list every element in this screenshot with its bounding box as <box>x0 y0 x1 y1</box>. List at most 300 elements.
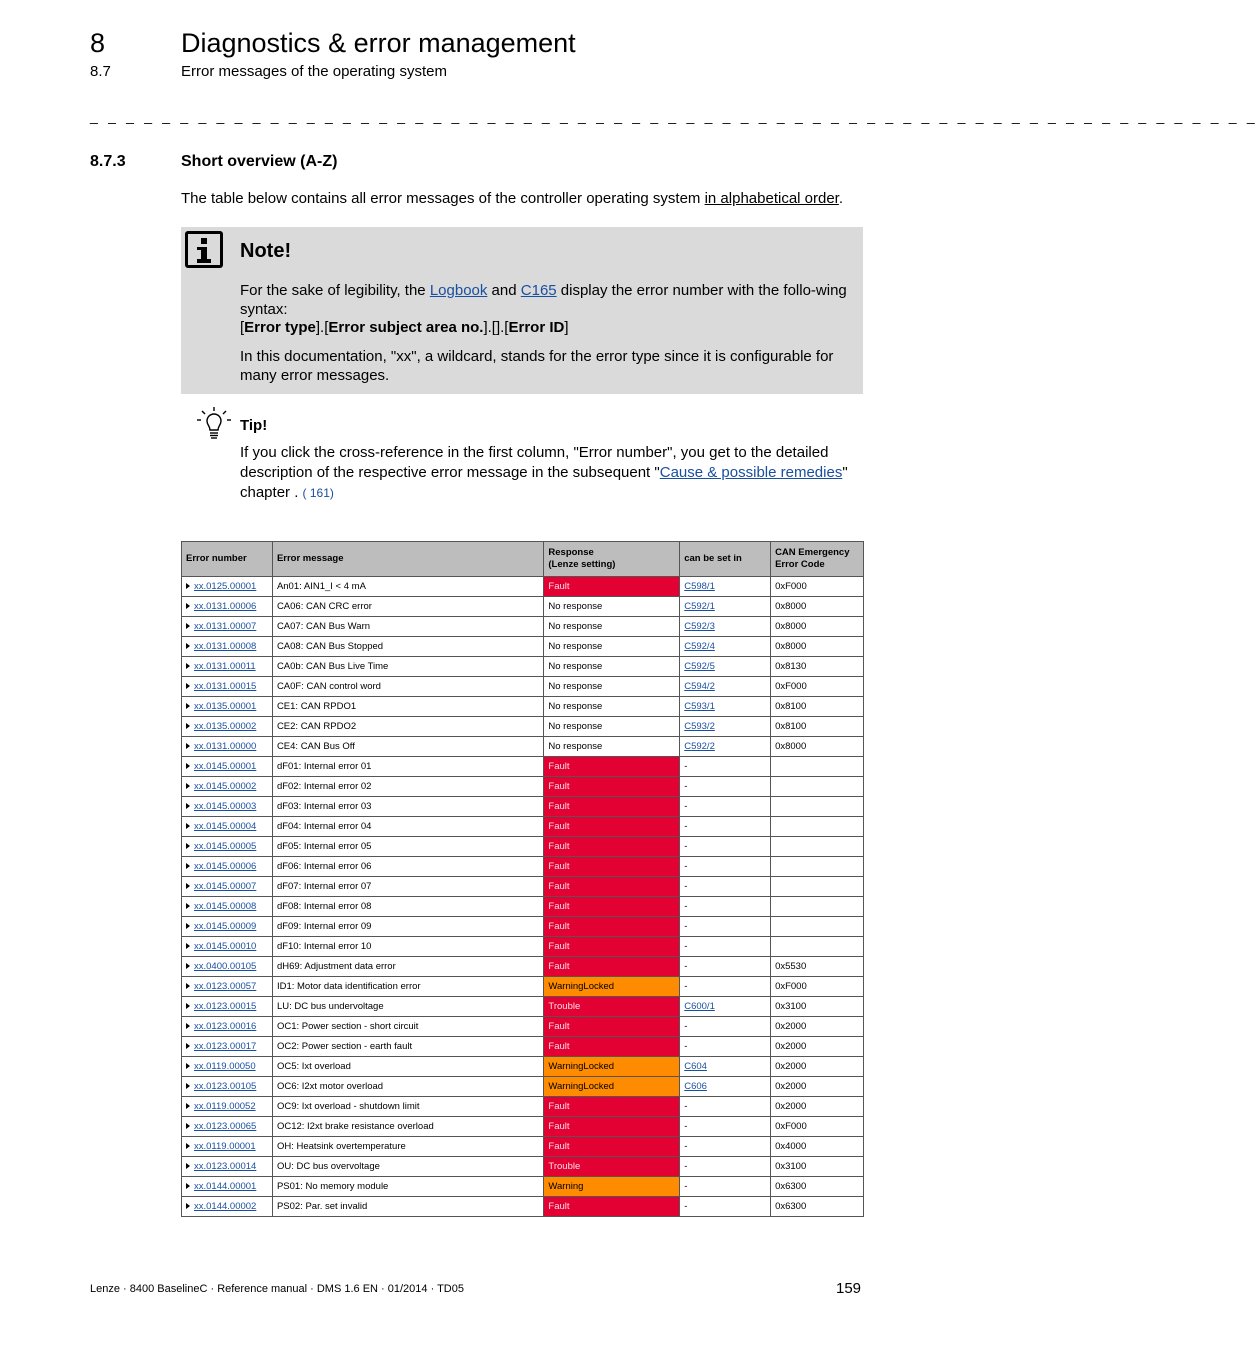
can-emergency-code-cell <box>771 837 864 857</box>
can-emergency-code-cell: 0x8130 <box>771 657 864 677</box>
table-row <box>182 757 864 777</box>
arrow-right-icon <box>186 1023 190 1029</box>
response-cell: Fault <box>544 1097 680 1117</box>
error-number-cell <box>182 737 273 757</box>
can-be-set-in-cell <box>680 717 771 737</box>
can-emergency-code-cell: 0x2000 <box>771 1037 864 1057</box>
table-row <box>182 617 864 637</box>
code-link[interactable]: C592/2 <box>684 741 715 752</box>
error-number-link[interactable]: xx.0131.00007 <box>194 621 257 632</box>
table-row <box>182 777 864 797</box>
arrow-right-icon <box>186 703 190 709</box>
can-be-set-in-cell: - <box>680 917 771 937</box>
response-cell: Fault <box>544 897 680 917</box>
can-emergency-code-cell <box>771 857 864 877</box>
can-emergency-code-cell: 0xF000 <box>771 677 864 697</box>
error-message-cell: dF07: Internal error 07 <box>272 877 543 897</box>
c165-link[interactable]: C165 <box>520 282 557 299</box>
can-be-set-in-cell: - <box>680 1017 771 1037</box>
note-heading: Note! <box>240 240 292 262</box>
header-error-number: Error number <box>182 542 273 577</box>
error-message-cell: OC6: I2xt motor overload <box>272 1077 543 1097</box>
table-row <box>182 877 864 897</box>
table-row <box>182 637 864 657</box>
can-be-set-in-cell: - <box>680 1177 771 1197</box>
error-message-cell: CA07: CAN Bus Warn <box>272 617 543 637</box>
error-number-link[interactable]: xx.0144.00002 <box>194 1201 257 1212</box>
response-cell: Fault <box>544 877 680 897</box>
response-cell: Fault <box>544 1137 680 1157</box>
response-cell: Fault <box>544 797 680 817</box>
response-cell: WarningLocked <box>544 1057 680 1077</box>
table-header-row <box>182 542 864 577</box>
can-emergency-code-cell: 0x8000 <box>771 737 864 757</box>
error-number-cell <box>182 677 273 697</box>
can-be-set-in-cell <box>680 1057 771 1077</box>
tip-heading: Tip! <box>240 417 268 434</box>
error-number-cell <box>182 957 273 977</box>
can-emergency-code-cell: 0x8100 <box>771 697 864 717</box>
error-number-cell <box>182 1157 273 1177</box>
logbook-link[interactable]: Logbook <box>429 282 488 299</box>
arrow-right-icon <box>186 603 190 609</box>
error-number-cell <box>182 657 273 677</box>
header-can-be-set-in: can be set in <box>680 542 771 577</box>
table-row <box>182 717 864 737</box>
info-icon <box>185 231 223 268</box>
response-cell: Trouble <box>544 1157 680 1177</box>
can-emergency-code-cell: 0x8000 <box>771 617 864 637</box>
can-emergency-code-cell <box>771 797 864 817</box>
code-link[interactable]: C593/2 <box>684 721 715 732</box>
error-number-link[interactable]: xx.0135.00001 <box>194 701 257 712</box>
table-row <box>182 1017 864 1037</box>
subsection-title: Short overview (A-Z) <box>181 153 338 170</box>
error-number-link[interactable]: xx.0119.00001 <box>194 1141 256 1152</box>
response-cell: No response <box>544 617 680 637</box>
table-row <box>182 1197 864 1217</box>
table-row <box>182 1177 864 1197</box>
response-cell: Fault <box>544 957 680 977</box>
response-cell: Fault <box>544 1117 680 1137</box>
error-message-cell: PS01: No memory module <box>272 1177 543 1197</box>
can-be-set-in-cell: - <box>680 797 771 817</box>
chapter-number: 8 <box>90 28 106 58</box>
response-cell: Fault <box>544 857 680 877</box>
can-be-set-in-cell <box>680 997 771 1017</box>
can-be-set-in-cell <box>680 697 771 717</box>
page-number: 159 <box>836 1280 862 1297</box>
error-number-cell <box>182 577 273 597</box>
intro-underlined: in alphabetical order <box>704 190 839 207</box>
error-number-link[interactable]: xx.0135.00002 <box>194 721 257 732</box>
table-row <box>182 1057 864 1077</box>
code-link[interactable]: C606 <box>684 1081 707 1092</box>
error-number-cell <box>182 1077 273 1097</box>
table-row <box>182 957 864 977</box>
response-cell: Fault <box>544 1197 680 1217</box>
can-be-set-in-cell <box>680 657 771 677</box>
can-emergency-code-cell <box>771 937 864 957</box>
error-message-cell: dF10: Internal error 10 <box>272 937 543 957</box>
error-number-cell <box>182 937 273 957</box>
error-number-link[interactable]: xx.0119.00050 <box>194 1061 256 1072</box>
error-number-link[interactable]: xx.0123.00105 <box>194 1081 257 1092</box>
table-row <box>182 737 864 757</box>
error-number-cell <box>182 1177 273 1197</box>
arrow-right-icon <box>186 843 190 849</box>
table-row <box>182 697 864 717</box>
arrow-right-icon <box>186 863 190 869</box>
can-emergency-code-cell: 0x6300 <box>771 1197 864 1217</box>
header-error-message: Error message <box>272 542 543 577</box>
error-number-link[interactable]: xx.0145.00007 <box>194 881 257 892</box>
response-cell: Fault <box>544 937 680 957</box>
header-rule: _ _ _ _ _ _ _ _ _ _ _ _ _ _ _ _ _ _ _ _ _ _ _ _ _ _ _ _ _ _ _ _ _ _ _ _ _ _ _ _ _ _ _ _ _ _ _ _ _ _ _ _ _ _ _ _ _ _ _ _ _ _ _ _ _ <box>90 108 1258 124</box>
error-message-cell: OC12: I2xt brake resistance overload <box>272 1117 543 1137</box>
section-title: Error messages of the operating system <box>181 63 447 80</box>
arrow-right-icon <box>186 643 190 649</box>
can-be-set-in-cell <box>680 577 771 597</box>
error-number-link[interactable]: xx.0123.00016 <box>194 1021 257 1032</box>
arrow-right-icon <box>186 763 190 769</box>
error-message-cell: dF04: Internal error 04 <box>272 817 543 837</box>
error-message-cell: dF01: Internal error 01 <box>272 757 543 777</box>
can-emergency-code-cell <box>771 917 864 937</box>
table-row <box>182 897 864 917</box>
arrow-right-icon <box>186 1183 190 1189</box>
page-ref-link[interactable]: ( 161) <box>302 486 334 500</box>
can-emergency-code-cell <box>771 777 864 797</box>
arrow-right-icon <box>186 1203 190 1209</box>
can-be-set-in-cell: - <box>680 1037 771 1057</box>
table-row <box>182 817 864 837</box>
table-row <box>182 1037 864 1057</box>
error-number-cell <box>182 1117 273 1137</box>
intro-paragraph <box>181 190 843 207</box>
arrow-right-icon <box>186 803 190 809</box>
table-row <box>182 917 864 937</box>
can-be-set-in-cell: - <box>680 817 771 837</box>
response-cell: No response <box>544 737 680 757</box>
lightbulb-icon <box>196 406 232 440</box>
can-emergency-code-cell: 0x8100 <box>771 717 864 737</box>
can-emergency-code-cell: 0x3100 <box>771 997 864 1017</box>
arrow-right-icon <box>186 943 190 949</box>
arrow-right-icon <box>186 923 190 929</box>
error-message-cell: dF09: Internal error 09 <box>272 917 543 937</box>
error-message-cell: PS02: Par. set invalid <box>272 1197 543 1217</box>
error-number-cell <box>182 637 273 657</box>
footer-text: Lenze · 8400 BaselineC · Reference manual · DMS 1.6 EN · 01/2014 · TD05 <box>90 1283 464 1295</box>
response-cell: WarningLocked <box>544 977 680 997</box>
table-row <box>182 797 864 817</box>
code-link[interactable]: C592/1 <box>684 601 715 612</box>
can-emergency-code-cell <box>771 757 864 777</box>
arrow-right-icon <box>186 1083 190 1089</box>
code-link[interactable]: C594/2 <box>684 681 715 692</box>
error-number-cell <box>182 837 273 857</box>
table-row <box>182 937 864 957</box>
error-number-cell <box>182 877 273 897</box>
error-message-cell: CE2: CAN RPDO2 <box>272 717 543 737</box>
can-emergency-code-cell: 0x5530 <box>771 957 864 977</box>
error-message-cell: dF03: Internal error 03 <box>272 797 543 817</box>
response-cell: No response <box>544 657 680 677</box>
response-cell: No response <box>544 597 680 617</box>
header-can-emergency: CAN Emergency Error Code <box>771 542 864 577</box>
intro-text-before: The table below contains all error messages of the controller operating system <box>181 190 705 207</box>
error-message-cell: dH69: Adjustment data error <box>272 957 543 977</box>
code-link[interactable]: C604 <box>684 1061 707 1072</box>
can-emergency-code-cell: 0xF000 <box>771 1117 864 1137</box>
response-cell: No response <box>544 637 680 657</box>
can-be-set-in-cell: - <box>680 777 771 797</box>
arrow-right-icon <box>186 583 190 589</box>
arrow-right-icon <box>186 783 190 789</box>
table-row <box>182 997 864 1017</box>
can-emergency-code-cell: 0xF000 <box>771 577 864 597</box>
error-number-link[interactable]: xx.0145.00010 <box>194 941 257 952</box>
error-number-cell <box>182 817 273 837</box>
arrow-right-icon <box>186 963 190 969</box>
error-number-link[interactable]: xx.0125.00001 <box>194 581 257 592</box>
cause-remedies-link[interactable]: Cause & possible remedies <box>659 464 843 481</box>
can-emergency-code-cell: 0x6300 <box>771 1177 864 1197</box>
error-number-link[interactable]: xx.0145.00005 <box>194 841 257 852</box>
can-emergency-code-cell <box>771 877 864 897</box>
error-number-link[interactable]: xx.0145.00009 <box>194 921 257 932</box>
table-row <box>182 657 864 677</box>
error-number-link[interactable]: xx.0145.00006 <box>194 861 257 872</box>
can-be-set-in-cell <box>680 677 771 697</box>
can-be-set-in-cell <box>680 1077 771 1097</box>
code-link[interactable]: C592/5 <box>684 661 715 672</box>
can-emergency-code-cell: 0x3100 <box>771 1157 864 1177</box>
can-be-set-in-cell <box>680 617 771 637</box>
error-number-link[interactable]: xx.0131.00000 <box>194 741 257 752</box>
can-emergency-code-cell: 0x8000 <box>771 637 864 657</box>
error-number-link[interactable]: xx.0145.00001 <box>194 761 257 772</box>
error-message-cell: OC5: Ixt overload <box>272 1057 543 1077</box>
table-row <box>182 677 864 697</box>
section-number: 8.7 <box>90 63 111 80</box>
error-number-cell <box>182 597 273 617</box>
error-number-cell <box>182 617 273 637</box>
response-cell: No response <box>544 677 680 697</box>
arrow-right-icon <box>186 623 190 629</box>
can-be-set-in-cell: - <box>680 937 771 957</box>
error-number-cell <box>182 757 273 777</box>
can-be-set-in-cell: - <box>680 1097 771 1117</box>
can-emergency-code-cell: 0x4000 <box>771 1137 864 1157</box>
can-emergency-code-cell: 0x2000 <box>771 1017 864 1037</box>
error-number-cell <box>182 1197 273 1217</box>
arrow-right-icon <box>186 723 190 729</box>
note-syntax: [Error type].[Error subject area no.].[].[Error ID] <box>240 319 569 336</box>
can-be-set-in-cell: - <box>680 1197 771 1217</box>
intro-text-after: . <box>838 190 844 207</box>
error-message-cell: OH: Heatsink overtemperature <box>272 1137 543 1157</box>
can-be-set-in-cell: - <box>680 837 771 857</box>
error-number-cell <box>182 777 273 797</box>
error-number-cell <box>182 1137 273 1157</box>
error-message-cell: OU: DC bus overvoltage <box>272 1157 543 1177</box>
response-cell: Fault <box>544 1037 680 1057</box>
can-be-set-in-cell: - <box>680 977 771 997</box>
error-number-link[interactable]: xx.0131.00006 <box>194 601 257 612</box>
arrow-right-icon <box>186 903 190 909</box>
error-message-cell: CE1: CAN RPDO1 <box>272 697 543 717</box>
can-be-set-in-cell: - <box>680 957 771 977</box>
error-number-link[interactable]: xx.0144.00001 <box>194 1181 257 1192</box>
error-number-link[interactable]: xx.0145.00008 <box>194 901 257 912</box>
error-message-cell: An01: AIN1_I < 4 mA <box>272 577 543 597</box>
error-number-cell <box>182 717 273 737</box>
arrow-right-icon <box>186 1063 190 1069</box>
error-message-cell: CE4: CAN Bus Off <box>272 737 543 757</box>
table-row <box>182 1137 864 1157</box>
arrow-right-icon <box>186 1043 190 1049</box>
error-number-cell <box>182 697 273 717</box>
response-cell: No response <box>544 697 680 717</box>
error-message-cell: ID1: Motor data identification error <box>272 977 543 997</box>
error-message-cell: dF02: Internal error 02 <box>272 777 543 797</box>
error-number-cell <box>182 977 273 997</box>
code-link[interactable]: C592/3 <box>684 621 715 632</box>
error-message-cell: OC9: Ixt overload - shutdown limit <box>272 1097 543 1117</box>
error-number-link[interactable]: xx.0400.00105 <box>194 961 257 972</box>
response-cell: Warning <box>544 1177 680 1197</box>
error-number-cell <box>182 1057 273 1077</box>
error-number-cell <box>182 897 273 917</box>
response-cell: Trouble <box>544 997 680 1017</box>
arrow-right-icon <box>186 1003 190 1009</box>
table-row <box>182 1097 864 1117</box>
response-cell: Fault <box>544 577 680 597</box>
table-row <box>182 1157 864 1177</box>
error-message-cell: dF06: Internal error 06 <box>272 857 543 877</box>
response-cell: WarningLocked <box>544 1077 680 1097</box>
response-cell: Fault <box>544 917 680 937</box>
error-number-cell <box>182 797 273 817</box>
arrow-right-icon <box>186 743 190 749</box>
can-be-set-in-cell <box>680 737 771 757</box>
error-number-cell <box>182 1097 273 1117</box>
error-message-cell: dF08: Internal error 08 <box>272 897 543 917</box>
error-number-link[interactable]: xx.0123.00017 <box>194 1041 257 1052</box>
arrow-right-icon <box>186 663 190 669</box>
arrow-right-icon <box>186 1143 190 1149</box>
arrow-right-icon <box>186 683 190 689</box>
table-row <box>182 1117 864 1137</box>
note-paragraph-1: For the sake of legibility, the Logbook and C165 display the error number with the follo-wing syntax: <box>240 282 847 318</box>
table-row <box>182 857 864 877</box>
error-table <box>181 541 864 1217</box>
chapter-title: Diagnostics & error management <box>181 28 576 58</box>
can-emergency-code-cell: 0x2000 <box>771 1077 864 1097</box>
can-be-set-in-cell: - <box>680 897 771 917</box>
error-number-link[interactable]: xx.0145.00002 <box>194 781 257 792</box>
error-number-link[interactable]: xx.0123.00014 <box>194 1161 257 1172</box>
error-message-cell: CA08: CAN Bus Stopped <box>272 637 543 657</box>
error-message-cell: LU: DC bus undervoltage <box>272 997 543 1017</box>
response-cell: Fault <box>544 757 680 777</box>
arrow-right-icon <box>186 883 190 889</box>
error-message-cell: dF05: Internal error 05 <box>272 837 543 857</box>
error-number-cell <box>182 917 273 937</box>
can-be-set-in-cell: - <box>680 877 771 897</box>
code-link[interactable]: C592/4 <box>684 641 715 652</box>
table-row <box>182 837 864 857</box>
can-emergency-code-cell: 0x8000 <box>771 597 864 617</box>
can-emergency-code-cell: 0x2000 <box>771 1057 864 1077</box>
table-row <box>182 977 864 997</box>
error-message-cell: CA0b: CAN Bus Live Time <box>272 657 543 677</box>
response-cell: Fault <box>544 777 680 797</box>
can-emergency-code-cell <box>771 817 864 837</box>
error-number-link[interactable]: xx.0131.00008 <box>194 641 257 652</box>
can-emergency-code-cell: 0x2000 <box>771 1097 864 1117</box>
can-be-set-in-cell <box>680 637 771 657</box>
note-paragraph-2: In this documentation, "xx", a wildcard, stands for the error type since it is configurable for many error messages. <box>240 348 834 384</box>
response-cell: Fault <box>544 1017 680 1037</box>
can-be-set-in-cell: - <box>680 857 771 877</box>
can-be-set-in-cell <box>680 597 771 617</box>
arrow-right-icon <box>186 823 190 829</box>
error-number-link[interactable]: xx.0145.00004 <box>194 821 257 832</box>
error-number-link[interactable]: xx.0123.00015 <box>194 1001 257 1012</box>
error-message-cell: OC1: Power section - short circuit <box>272 1017 543 1037</box>
error-message-cell: CA0F: CAN control word <box>272 677 543 697</box>
arrow-right-icon <box>186 1103 190 1109</box>
code-link[interactable]: C598/1 <box>684 581 715 592</box>
code-link[interactable]: C600/1 <box>684 1001 715 1012</box>
response-cell: Fault <box>544 837 680 857</box>
response-cell: No response <box>544 717 680 737</box>
subsection-number: 8.7.3 <box>90 153 126 170</box>
table-row <box>182 577 864 597</box>
error-number-link[interactable]: xx.0119.00052 <box>194 1101 256 1112</box>
error-number-cell <box>182 1037 273 1057</box>
table-row <box>182 597 864 617</box>
error-number-link[interactable]: xx.0123.00065 <box>194 1121 257 1132</box>
error-number-link[interactable]: xx.0145.00003 <box>194 801 257 812</box>
error-number-link[interactable]: xx.0131.00011 <box>194 661 256 672</box>
arrow-right-icon <box>186 1123 190 1129</box>
code-link[interactable]: C593/1 <box>684 701 715 712</box>
error-message-cell: OC2: Power section - earth fault <box>272 1037 543 1057</box>
can-emergency-code-cell: 0xF000 <box>771 977 864 997</box>
can-be-set-in-cell: - <box>680 1137 771 1157</box>
arrow-right-icon <box>186 1163 190 1169</box>
arrow-right-icon <box>186 983 190 989</box>
can-be-set-in-cell: - <box>680 1117 771 1137</box>
header-response: Response (Lenze setting) <box>544 542 680 577</box>
can-be-set-in-cell: - <box>680 1157 771 1177</box>
response-cell: Fault <box>544 817 680 837</box>
note-box <box>181 227 863 394</box>
can-emergency-code-cell <box>771 897 864 917</box>
tip-paragraph: If you click the cross-reference in the first column, "Error number", you get to the detailed description of the respective error message in the subsequent "Cause & possible remedies" chapter . ( 161) <box>240 444 848 501</box>
error-message-cell: CA06: CAN CRC error <box>272 597 543 617</box>
error-number-cell <box>182 1017 273 1037</box>
error-number-link[interactable]: xx.0131.00015 <box>194 681 257 692</box>
error-number-link[interactable]: xx.0123.00057 <box>194 981 257 992</box>
table-row <box>182 1077 864 1097</box>
can-be-set-in-cell: - <box>680 757 771 777</box>
error-number-cell <box>182 857 273 877</box>
